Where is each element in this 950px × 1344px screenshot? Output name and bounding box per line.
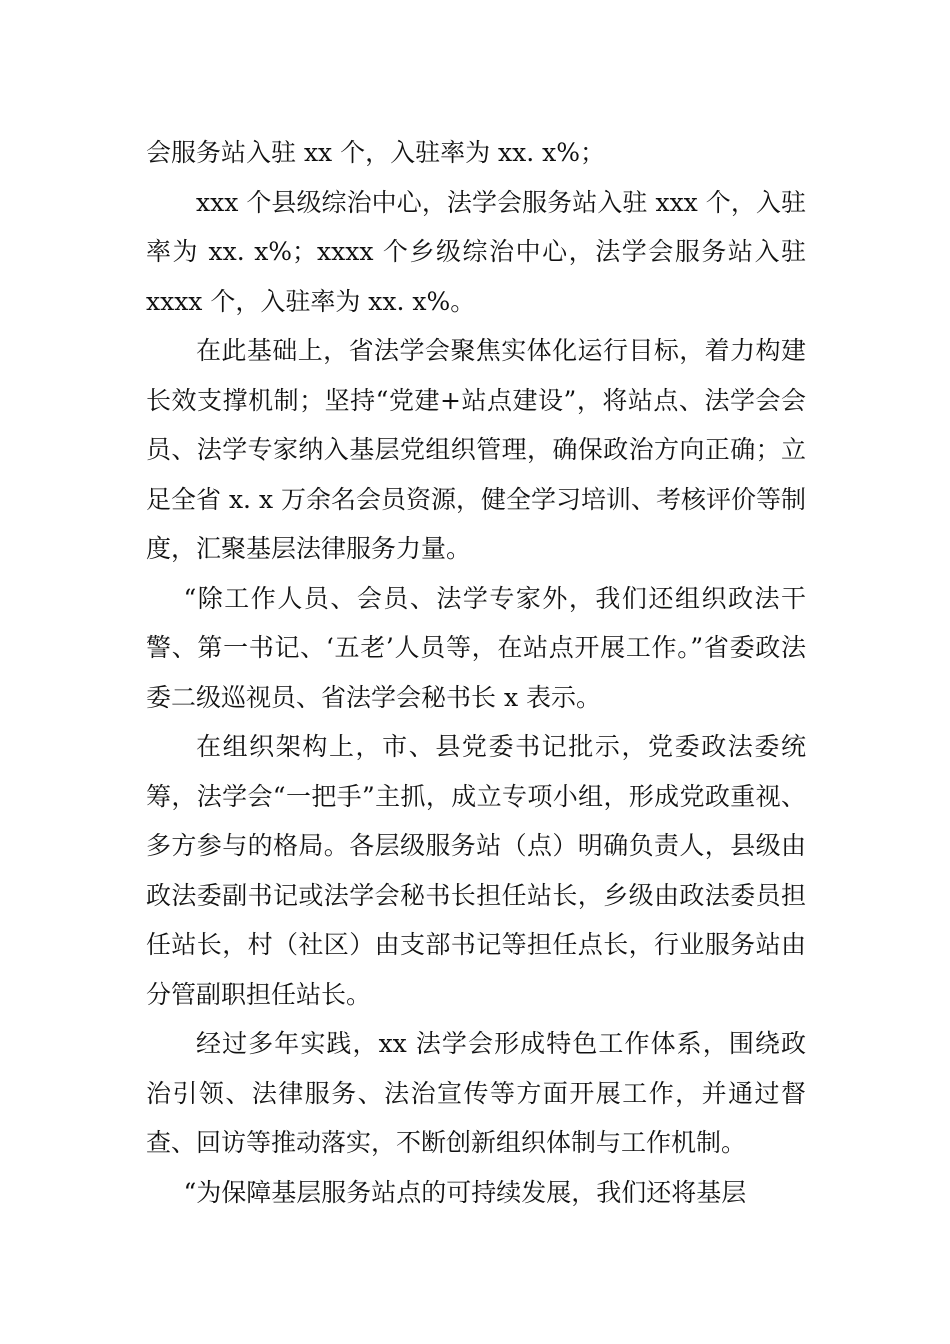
paragraph-continuation: 会服务站入驻 xx 个，入驻率为 xx. x%； bbox=[146, 138, 605, 167]
paragraph-practice: 经过多年实践，xx 法学会形成特色工作体系，围绕政治引领、法律服务、法治宣传等方面开展工作，并通过督查、回访等推动落实，不断创新组织体制与工作机制。 bbox=[146, 1029, 806, 1157]
paragraph-county-centers: xxx 个县级综治中心，法学会服务站入驻 xxx 个，入驻率为 xx. x%；xxxx 个乡级综治中心，法学会服务站入驻 xxxx 个，入驻率为 xx. x%。 bbox=[146, 187, 806, 316]
paragraph-quote-sustainability: “为保障基层服务站点的可持续发展，我们还将基层 bbox=[183, 1177, 747, 1207]
paragraph-quote-staff: “除工作人员、会员、法学专家外，我们还组织政法干警、第一书记、‘五老’人员等，在站点开展工作。”省委政法委二级巡视员、省法学会秘书长 x 表示。 bbox=[146, 583, 806, 712]
paragraph-organization: 在组织架构上，市、县党委书记批示，党委政法委统筹，法学会“一把手”主抓，成立专项小组，形成党政重视、多方参与的格局。各层级服务站（点）明确负责人，县级由政法委副书记或法学会秘书长担任站长，乡级由政法委员担任站长，村（社区）由支部书记等担任点长，行业服务站由分管副职担任站长。 bbox=[146, 732, 806, 1009]
document-body bbox=[146, 128, 806, 1217]
paragraph-mechanism: 在此基础上，省法学会聚焦实体化运行目标，着力构建长效支撑机制；坚持“党建+站点建设”，将站点、法学会会员、法学专家纳入基层党组织管理，确保政治方向正确；立足全省 x. x 万余名会员资源，健全学习培训、考核评价等制度，汇聚基层法律服务力量。 bbox=[146, 336, 806, 563]
